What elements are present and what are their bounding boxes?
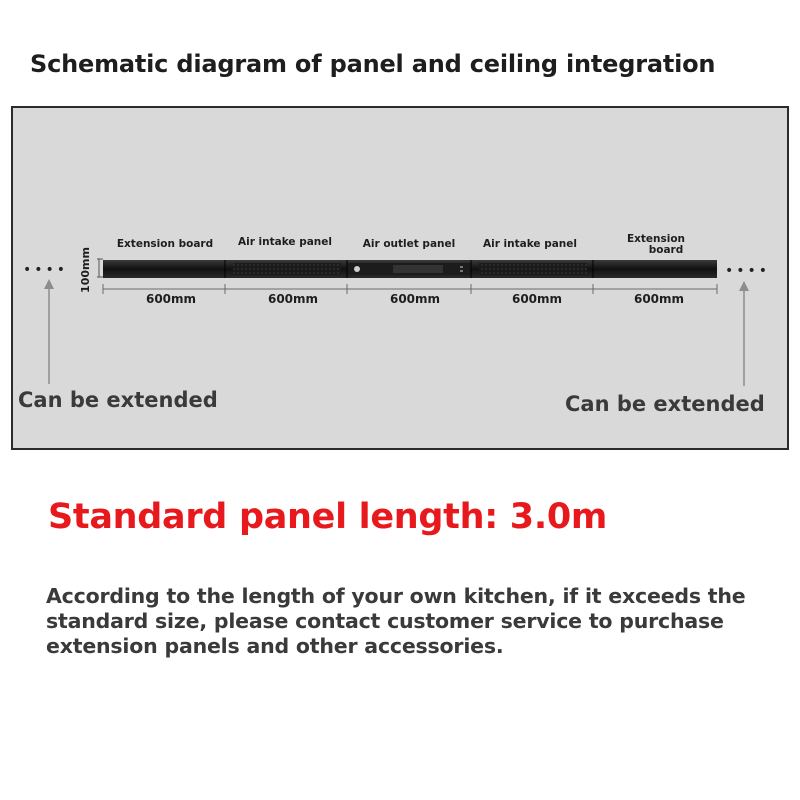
arrow-up-icon-right — [739, 281, 749, 386]
page-title: Schematic diagram of panel and ceiling integration — [30, 50, 716, 78]
panel-bar — [103, 260, 717, 278]
extension-note: According to the length of your own kitchen, if it exceeds the standard size, please contact customer service to purchase extension panels and other accessories. — [46, 584, 746, 658]
width-label-3: 600mm — [389, 292, 441, 306]
width-label-5: 600mm — [633, 292, 685, 306]
panel-label-air-intake-left: Air intake panel — [237, 236, 333, 248]
ellipsis-left: •••• — [23, 262, 69, 278]
panel-label-air-intake-right: Air intake panel — [482, 238, 578, 250]
panel-label-extension-right-line2: board — [648, 244, 684, 256]
height-dimension-label: 100mm — [79, 247, 92, 293]
extend-label-left: Can be extended — [18, 388, 218, 412]
panel-label-air-outlet: Air outlet panel — [362, 238, 456, 250]
intake-grille-right — [479, 263, 587, 275]
extend-label-right: Can be extended — [565, 392, 765, 416]
width-label-1: 600mm — [145, 292, 197, 306]
width-label-4: 600mm — [511, 292, 563, 306]
ellipsis-right: •••• — [725, 263, 771, 279]
panel-label-extension-right-line1: Extension — [626, 233, 686, 245]
diagram-frame — [11, 106, 789, 450]
fan-icon — [354, 266, 360, 272]
panel-label-extension-left: Extension board — [116, 238, 214, 250]
control-icon — [460, 266, 463, 268]
arrow-up-icon-left — [44, 279, 54, 384]
panel-diagram — [13, 108, 787, 448]
width-label-2: 600mm — [267, 292, 319, 306]
standard-length-headline: Standard panel length: 3.0m — [48, 497, 608, 537]
intake-grille-left — [233, 263, 341, 275]
